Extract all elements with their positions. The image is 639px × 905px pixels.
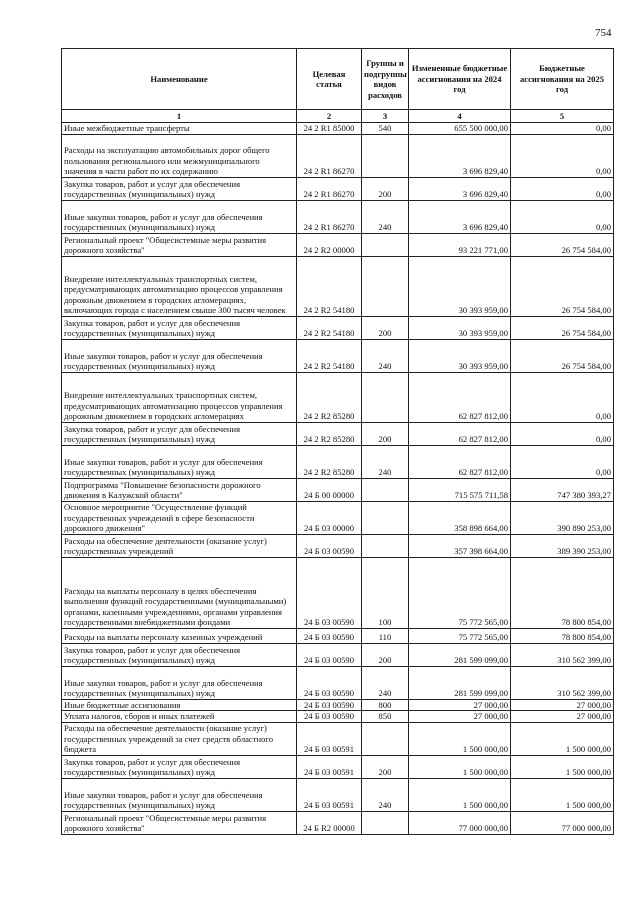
row-amount-2024: 30 393 959,00 (409, 339, 511, 372)
row-amount-2025: 78 800 854,00 (511, 628, 614, 643)
column-number: 3 (362, 110, 409, 123)
table-row (62, 666, 614, 699)
table-row (62, 200, 614, 233)
row-name: Иные закупки товаров, работ и услуг для обеспечения государственных (муниципальных) нужд (62, 339, 297, 372)
row-amount-2025: 390 890 253,00 (511, 501, 614, 534)
header-name: Наименование (62, 49, 297, 110)
table-row (62, 628, 614, 643)
row-expense-group: 800 (362, 699, 409, 711)
column-number: 5 (511, 110, 614, 123)
table-row (62, 778, 614, 811)
row-expense-group (362, 534, 409, 557)
row-expense-group: 200 (362, 316, 409, 339)
row-target-article: 24 2 R2 54180 (297, 316, 362, 339)
row-amount-2024: 281 599 099,00 (409, 643, 511, 666)
row-name: Расходы на обеспечение деятельности (оказание услуг) государственных учреждений за счет средств областного бюджета (62, 722, 297, 755)
table-row (62, 134, 614, 177)
row-amount-2025: 0,00 (511, 422, 614, 445)
row-amount-2025: 78 800 854,00 (511, 557, 614, 628)
row-target-article: 24 Б 03 00590 (297, 666, 362, 699)
row-amount-2025: 0,00 (511, 200, 614, 233)
row-target-article: 24 Б 03 00590 (297, 534, 362, 557)
row-amount-2024: 93 221 771,00 (409, 233, 511, 256)
row-target-article: 24 Б 03 00000 (297, 501, 362, 534)
row-amount-2025: 27 000,00 (511, 699, 614, 711)
row-amount-2024: 75 772 565,00 (409, 557, 511, 628)
row-amount-2024: 655 500 000,00 (409, 123, 511, 135)
header-target-article: Целевая статья (297, 49, 362, 110)
row-expense-group: 200 (362, 422, 409, 445)
row-expense-group: 200 (362, 643, 409, 666)
row-expense-group (362, 722, 409, 755)
row-name: Расходы на выплаты персоналу казенных учреждений (62, 628, 297, 643)
row-expense-group: 240 (362, 200, 409, 233)
row-amount-2024: 30 393 959,00 (409, 316, 511, 339)
row-target-article: 24 2 R2 85280 (297, 372, 362, 422)
row-amount-2024: 30 393 959,00 (409, 256, 511, 316)
table-row (62, 755, 614, 778)
table-row (62, 372, 614, 422)
row-target-article: 24 2 R2 54180 (297, 339, 362, 372)
row-expense-group: 240 (362, 666, 409, 699)
table-row (62, 123, 614, 135)
row-target-article: 24 Б 03 00590 (297, 643, 362, 666)
table-row (62, 233, 614, 256)
table-row (62, 422, 614, 445)
row-name: Иные бюджетные ассигнования (62, 699, 297, 711)
row-name: Закупка товаров, работ и услуг для обеспечения государственных (муниципальных) нужд (62, 177, 297, 200)
row-amount-2025: 0,00 (511, 445, 614, 478)
page-number: 754 (595, 27, 612, 39)
row-name: Региональный проект "Общесистемные меры развития дорожного хозяйства" (62, 811, 297, 834)
row-expense-group: 200 (362, 755, 409, 778)
row-target-article: 24 2 R2 00000 (297, 233, 362, 256)
row-expense-group (362, 501, 409, 534)
row-target-article: 24 Б 00 00000 (297, 478, 362, 501)
row-amount-2024: 3 696 829,40 (409, 177, 511, 200)
row-amount-2025: 389 390 253,00 (511, 534, 614, 557)
column-number: 2 (297, 110, 362, 123)
table-row (62, 557, 614, 628)
row-amount-2025: 26 754 584,00 (511, 256, 614, 316)
row-name: Закупка товаров, работ и услуг для обеспечения государственных (муниципальных) нужд (62, 422, 297, 445)
row-amount-2024: 1 500 000,00 (409, 722, 511, 755)
row-amount-2025: 0,00 (511, 177, 614, 200)
row-expense-group: 100 (362, 557, 409, 628)
row-name: Региональный проект "Общесистемные меры развития дорожного хозяйства" (62, 233, 297, 256)
table-row (62, 534, 614, 557)
column-number: 1 (62, 110, 297, 123)
row-amount-2025: 310 562 399,00 (511, 666, 614, 699)
row-amount-2025: 26 754 584,00 (511, 339, 614, 372)
row-target-article: 24 Б 03 00590 (297, 557, 362, 628)
table-row (62, 177, 614, 200)
row-target-article: 24 Б 03 00590 (297, 628, 362, 643)
header-amended-2024: Измененные бюджетные ассигнования на 2024 год (409, 49, 511, 110)
row-expense-group (362, 134, 409, 177)
row-expense-group (362, 811, 409, 834)
row-expense-group: 110 (362, 628, 409, 643)
row-amount-2024: 1 500 000,00 (409, 755, 511, 778)
table-row (62, 711, 614, 723)
row-target-article: 24 Б 03 00591 (297, 778, 362, 811)
row-target-article: 24 2 R2 85280 (297, 445, 362, 478)
row-expense-group (362, 256, 409, 316)
table-row (62, 445, 614, 478)
row-name: Иные закупки товаров, работ и услуг для обеспечения государственных (муниципальных) нужд (62, 666, 297, 699)
table-row (62, 478, 614, 501)
table-row (62, 643, 614, 666)
row-target-article: 24 2 R1 86270 (297, 134, 362, 177)
table-row (62, 256, 614, 316)
row-target-article: 24 Б 03 00590 (297, 711, 362, 723)
row-amount-2024: 62 827 812,00 (409, 372, 511, 422)
row-name: Уплата налогов, сборов и иных платежей (62, 711, 297, 723)
row-amount-2024: 358 898 664,00 (409, 501, 511, 534)
column-number: 4 (409, 110, 511, 123)
table-row (62, 501, 614, 534)
row-amount-2024: 3 696 829,40 (409, 134, 511, 177)
table-row (62, 722, 614, 755)
row-expense-group: 200 (362, 177, 409, 200)
row-target-article: 24 2 R2 85280 (297, 422, 362, 445)
table-row (62, 811, 614, 834)
table-row (62, 699, 614, 711)
budget-table (61, 48, 614, 835)
row-amount-2024: 715 575 711,58 (409, 478, 511, 501)
row-name: Иные закупки товаров, работ и услуг для обеспечения государственных (муниципальных) нужд (62, 445, 297, 478)
row-name: Расходы на эксплуатацию автомобильных дорог общего пользования регионального или межмуниципального значения в части работ по их содержанию (62, 134, 297, 177)
row-amount-2024: 1 500 000,00 (409, 778, 511, 811)
row-amount-2024: 77 000 000,00 (409, 811, 511, 834)
row-amount-2025: 26 754 584,00 (511, 233, 614, 256)
row-name: Расходы на обеспечение деятельности (оказание услуг) государственных учреждений (62, 534, 297, 557)
row-target-article: 24 2 R1 86270 (297, 177, 362, 200)
row-name: Закупка товаров, работ и услуг для обеспечения государственных (муниципальных) нужд (62, 755, 297, 778)
header-expense-groups: Группы и подгруппы видов расходов (362, 49, 409, 110)
row-name: Закупка товаров, работ и услуг для обеспечения государственных (муниципальных) нужд (62, 643, 297, 666)
row-amount-2025: 0,00 (511, 372, 614, 422)
row-name: Внедрение интеллектуальных транспортных систем, предусматривающих автоматизацию процессов управления дорожным движением в городских агломерациях (62, 372, 297, 422)
row-target-article: 24 Б 03 00591 (297, 722, 362, 755)
row-amount-2025: 747 380 393,27 (511, 478, 614, 501)
row-expense-group (362, 372, 409, 422)
header-budget-2025: Бюджетные ассигнования на 2025 год (511, 49, 614, 110)
row-amount-2025: 310 562 399,00 (511, 643, 614, 666)
row-name: Подпрограмма "Повышение безопасности дорожного движения в Калужской области" (62, 478, 297, 501)
row-amount-2024: 357 398 664,00 (409, 534, 511, 557)
row-expense-group: 240 (362, 339, 409, 372)
row-name: Внедрение интеллектуальных транспортных систем, предусматривающих автоматизацию процессов управления дорожным движением в городских агломерациях, включающих города с населением свыше 300 тысяч человек (62, 256, 297, 316)
row-expense-group: 850 (362, 711, 409, 723)
table-row (62, 316, 614, 339)
row-amount-2025: 1 500 000,00 (511, 755, 614, 778)
row-name: Основное мероприятие "Осуществление функций государственных учреждений в сфере безопасности дорожного движения" (62, 501, 297, 534)
row-expense-group: 540 (362, 123, 409, 135)
row-target-article: 24 2 R2 54180 (297, 256, 362, 316)
row-name: Закупка товаров, работ и услуг для обеспечения государственных (муниципальных) нужд (62, 316, 297, 339)
row-amount-2025: 1 500 000,00 (511, 778, 614, 811)
row-amount-2025: 1 500 000,00 (511, 722, 614, 755)
row-target-article: 24 Б 03 00591 (297, 755, 362, 778)
row-amount-2024: 62 827 812,00 (409, 445, 511, 478)
row-target-article: 24 2 R1 85000 (297, 123, 362, 135)
row-expense-group: 240 (362, 445, 409, 478)
row-amount-2024: 62 827 812,00 (409, 422, 511, 445)
row-name: Иные закупки товаров, работ и услуг для обеспечения государственных (муниципальных) нужд (62, 778, 297, 811)
row-target-article: 24 2 R1 86270 (297, 200, 362, 233)
table-row (62, 339, 614, 372)
row-amount-2024: 27 000,00 (409, 699, 511, 711)
row-target-article: 24 Б 03 00590 (297, 699, 362, 711)
row-name: Расходы на выплаты персоналу в целях обеспечения выполнения функций государственными (муниципальными) органами, казенными учреждениями, органами управления государственными внебюджетными фондами (62, 557, 297, 628)
row-expense-group (362, 233, 409, 256)
row-amount-2025: 77 000 000,00 (511, 811, 614, 834)
row-name: Иные межбюджетные трансферты (62, 123, 297, 135)
row-amount-2024: 75 772 565,00 (409, 628, 511, 643)
row-target-article: 24 Б R2 00000 (297, 811, 362, 834)
row-amount-2025: 27 000,00 (511, 711, 614, 723)
row-name: Иные закупки товаров, работ и услуг для обеспечения государственных (муниципальных) нужд (62, 200, 297, 233)
row-amount-2024: 27 000,00 (409, 711, 511, 723)
row-expense-group: 240 (362, 778, 409, 811)
row-amount-2024: 281 599 099,00 (409, 666, 511, 699)
row-amount-2025: 0,00 (511, 134, 614, 177)
row-amount-2025: 26 754 584,00 (511, 316, 614, 339)
row-amount-2024: 3 696 829,40 (409, 200, 511, 233)
row-expense-group (362, 478, 409, 501)
row-amount-2025: 0,00 (511, 123, 614, 135)
